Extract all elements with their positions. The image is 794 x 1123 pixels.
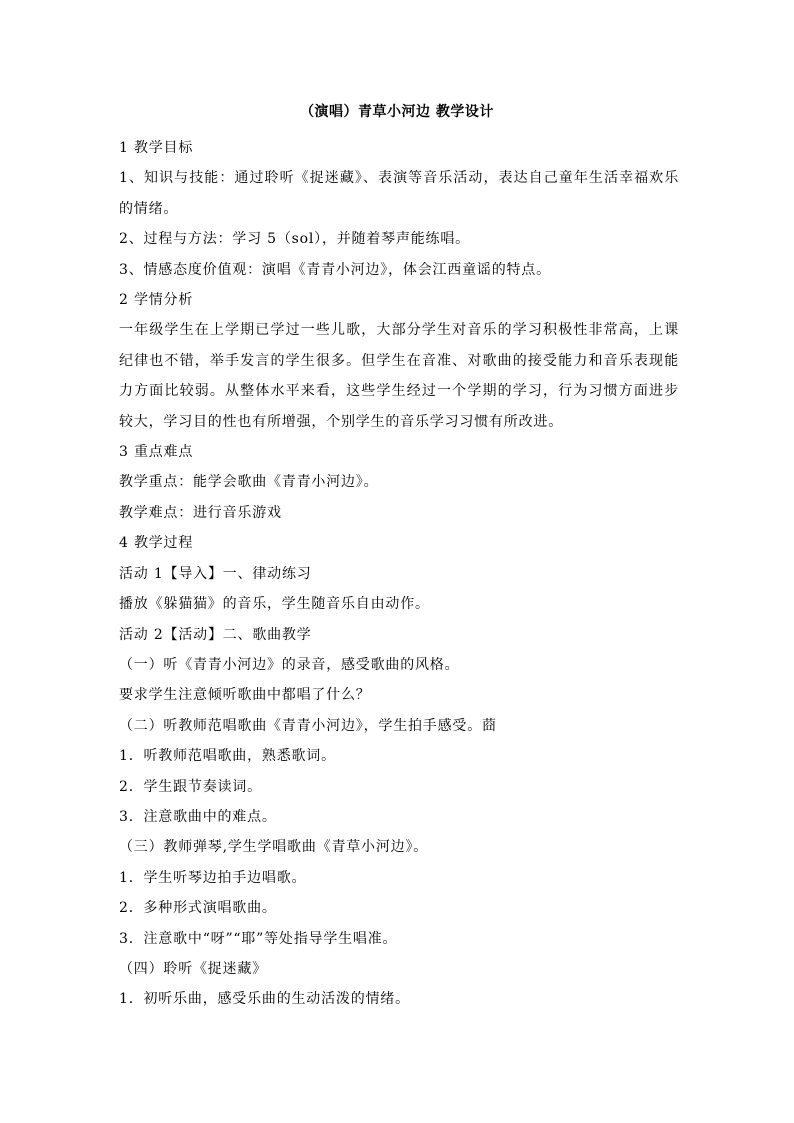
list-item: 1．听教师范唱歌曲，熟悉歌词。: [119, 748, 336, 765]
paragraph-step-1-detail: 要求学生注意倾听歌曲中都唱了什么？: [119, 687, 371, 704]
paragraph-activity-1: 活动 1【导入】一、律动练习: [119, 565, 312, 582]
list-item: 1．初听乐曲，感受乐曲的生动活泼的情绪。: [119, 991, 410, 1008]
paragraph-step-3: （三）教师弹琴,学生学唱歌曲《青草小河边》。: [119, 839, 429, 856]
paragraph-activity-2: 活动 2【活动】二、歌曲教学: [119, 626, 312, 643]
list-item: 1．学生听琴边拍手边唱歌。: [119, 869, 307, 886]
paragraph-objective-emotion: 3、情感态度价值观：演唱《青青小河边》，体会江西童谣的特点。: [119, 261, 551, 278]
section-heading-key-points: 3 重点难点: [119, 444, 194, 461]
list-item: 2．多种形式演唱歌曲。: [119, 900, 277, 917]
document-body: [119, 133, 679, 1015]
paragraph-step-4: （四）聆听《捉迷藏》: [119, 960, 267, 977]
paragraph-analysis: 一年级学生在上学期已学过一些儿歌，大部分学生对音乐的学习积极性非常高，上课纪律也不错，举手发言的学生很多。但学生在音准、对歌曲的接受能力和音乐表现能力方面比较弱。从整体水平来看，这些学生经过一个学期的学习，行为习惯方面进步较大，学习目的性也有所增强，个别学生的音乐学习习惯有所改进。: [119, 322, 679, 430]
paragraph-objective-process: 2、过程与方法：学习 5（sol），并随着琴声能练唱。: [119, 231, 470, 248]
paragraph-step-1: （一）听《青青小河边》的录音，感受歌曲的风格。: [119, 656, 460, 673]
paragraph-objective-knowledge: 1、知识与技能：通过聆听《捉迷藏》、表演等音乐活动，表达自己童年生活幸福欢乐的情绪。: [119, 170, 679, 217]
list-item: 2．学生跟节奏读词。: [119, 778, 262, 795]
document-title: （演唱）青草小河边 教学设计: [300, 104, 494, 120]
paragraph-difficulty: 教学难点：进行音乐游戏: [119, 504, 282, 521]
paragraph-step-2: （二）听教师范唱歌曲《青青小河边》，学生拍手感受。莔: [119, 717, 497, 734]
list-item: 3．注意歌曲中的难点。: [119, 808, 277, 825]
list-item: 3．注意歌中“呀”“耶”等处指导学生唱准。: [119, 930, 398, 947]
section-heading-analysis: 2 学情分析: [119, 292, 194, 309]
section-heading-objectives: 1 教学目标: [119, 140, 194, 156]
paragraph-activity-1-detail: 播放《躲猫猫》的音乐，学生随音乐自由动作。: [119, 596, 430, 613]
section-heading-process: 4 教学过程: [119, 535, 194, 552]
paragraph-key-point: 教学重点：能学会歌曲《青青小河边》。: [119, 474, 379, 491]
